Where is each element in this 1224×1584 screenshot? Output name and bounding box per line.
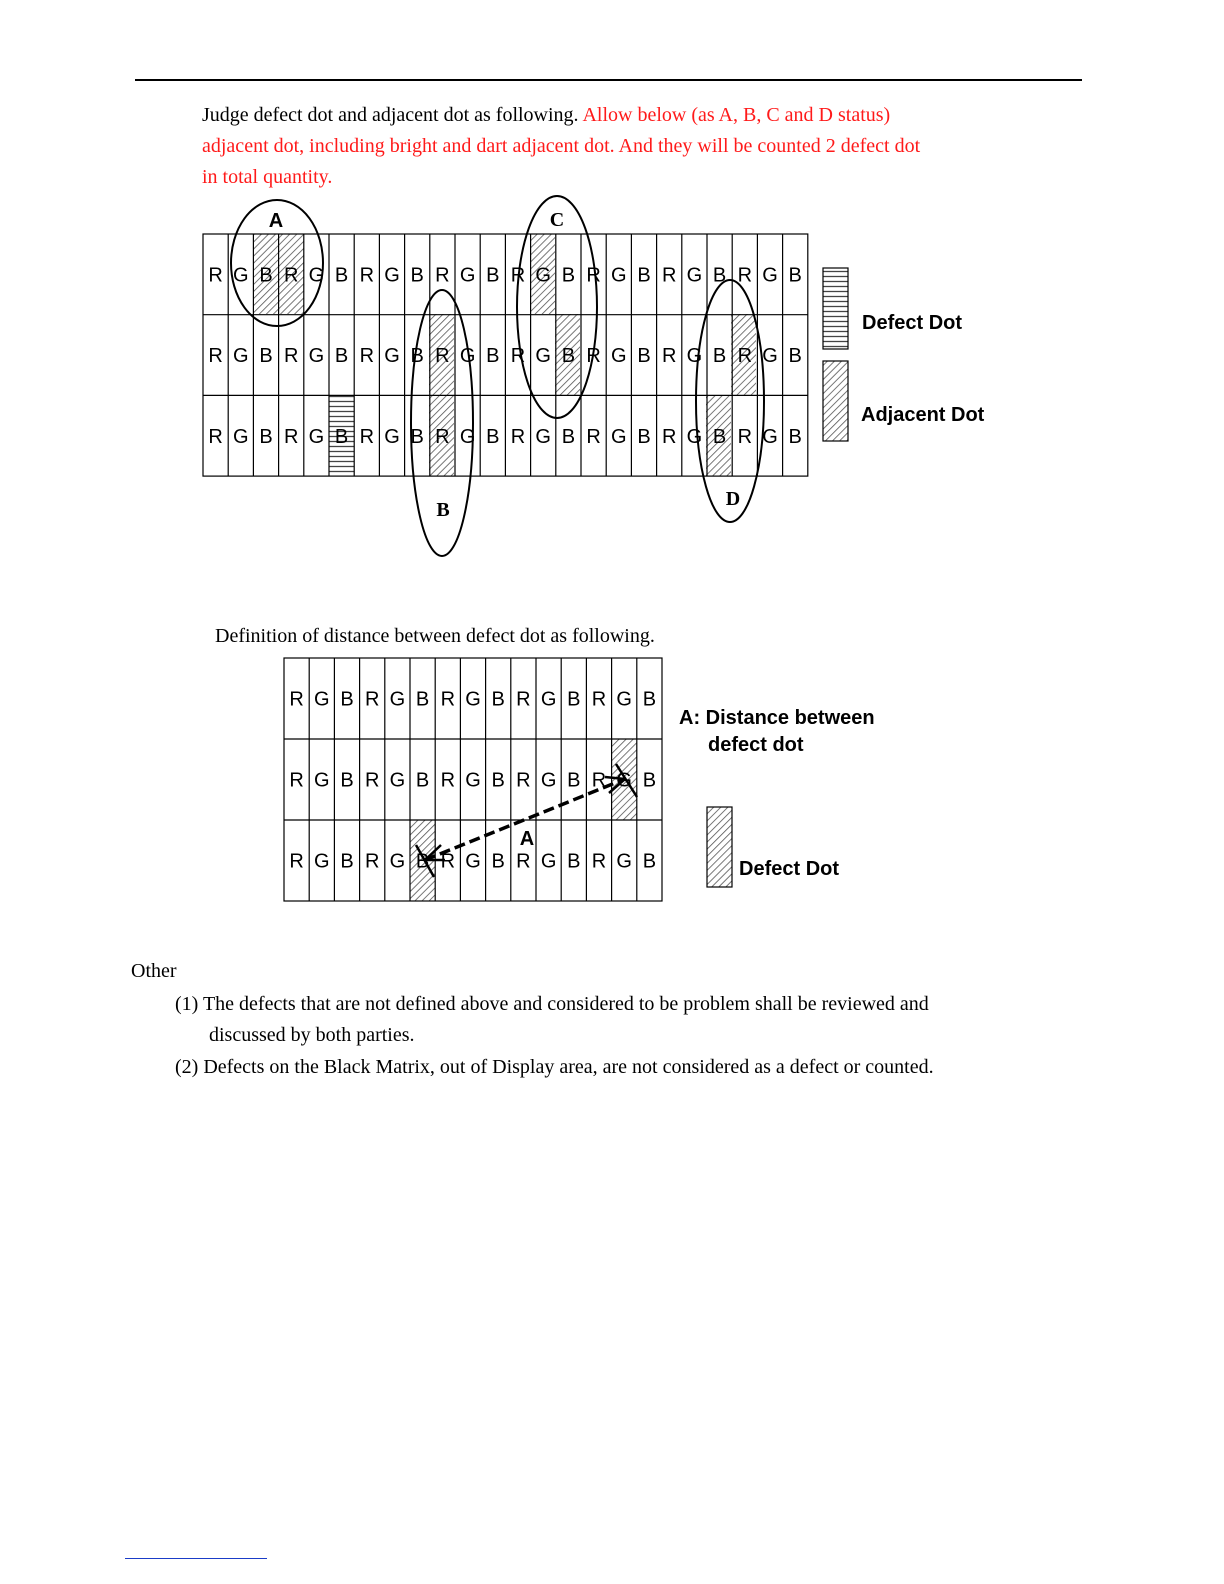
diagram1-cell-letter: R [510,345,526,368]
diagram1-cell-letter: G [459,425,476,448]
label-a: A [268,210,284,232]
other-item-1-cont: discussed by both parties. [209,1024,415,1046]
diagram1-cell-letter: G [611,425,627,448]
diagram1-cell-letter: R [510,264,526,287]
diagram1-cell-letter: B [788,264,802,287]
diagram1-cell-letter: B [259,264,273,287]
diagram2-cell-letter: R [440,688,456,711]
other-heading: Other [131,960,177,982]
legend2-defect-label: Defect Dot [739,858,840,880]
diagram1-cell-letter: B [410,345,424,368]
diagram2-cell-letter: R [440,769,456,792]
diagram1-cell-letter: G [686,345,703,368]
diagram2-cell-letter: G [540,688,557,711]
diagram2-cell-letter: R [364,688,380,711]
diagram1-cell-letter: R [737,425,753,448]
label-c: C [549,209,565,231]
diagram1-cell-letter: B [334,264,349,287]
diagram2-cell-letter: G [314,850,330,873]
diagram2-cell-letter: G [616,769,632,792]
diagram2-cell-letter: G [616,850,632,873]
diagram2-cell-letter: G [389,688,406,711]
diagram1-cell-letter: B [788,425,802,448]
legend-distance-line1: A: Distance between [679,707,875,729]
diagram1-cell-letter: R [208,264,223,287]
diagram1-cell-letter: G [384,345,400,368]
diagram2-cell-letter: R [516,769,531,792]
diagram1-cell-letter: R [208,345,223,368]
diagram2-cell-letter: B [491,769,505,792]
diagram2-cell-letter: G [616,688,632,711]
diagram2-cell-letter: G [465,850,481,873]
diagram1-cell-letter: G [384,425,400,448]
diagram2-cell-letter: R [440,850,456,873]
diagram2-cell-letter: R [591,850,607,873]
diagram2-cell-letter: B [642,688,657,711]
legend-adjacent-swatch [823,361,848,441]
distance-label: A [519,828,535,850]
diagram2-cell-letter: B [642,769,657,792]
diagram1-cell-letter: G [308,345,325,368]
diagram2-cell-letter: B [567,688,581,711]
diagram2-cell-letter: R [289,850,304,873]
diagram1-cell-letter: R [661,345,677,368]
diagram1-cell-letter: R [359,425,375,448]
legend-defect-label: Defect Dot [862,312,963,334]
legend-distance-line2: defect dot [708,734,804,756]
diagram1-cell-letter: G [308,425,325,448]
diagram2-cell-letter: G [465,688,481,711]
diagram1-cell-letter: R [435,425,450,448]
diagram1-ellipses [231,196,764,556]
diagram1-cell-letter: B [637,264,651,287]
diagram1-legend [823,268,985,441]
diagram1-cell-letter: G [611,264,627,287]
diagram2-legend [679,707,875,887]
diagram1-cell-letter: B [788,345,802,368]
diagram1-cell-letter: B [334,345,349,368]
diagram2-cell-letter: R [516,688,531,711]
diagram1-cell-letter: G [535,425,551,448]
legend2-defect-swatch [707,807,732,887]
diagram2-letters [289,689,656,873]
diagram1-cell-letter: G [233,345,249,368]
diagram2-cell-letter: R [289,769,304,792]
diagram1-cell-letter: R [586,425,601,448]
intro-text: Judge defect dot and adjacent dot as following. [202,104,583,126]
diagram2-cell-letter: R [516,850,531,873]
diagram1-cell-letter: B [334,425,349,448]
diagram1-cell-letter: G [535,264,551,287]
diagram1-cell-letter: B [486,264,500,287]
diagram2-cell-letter: R [591,688,607,711]
diagram2-cell-letter: G [540,769,557,792]
intro-red-line2: adjacent dot, including bright and dart adjacent dot. And they will be counted 2 defect dot [202,135,921,157]
diagram1-cell-letter: B [712,425,727,448]
diagram1-cell-letter: R [283,425,299,448]
diagram2-cell-letter: G [389,850,406,873]
diagram1-cell-letter: G [611,345,627,368]
diagram1-cell-letter: G [535,345,551,368]
diagram2-cell-letter: B [415,850,430,873]
other-item-1: (1) The defects that are not defined above and considered to be problem shall be reviewed and [175,993,929,1015]
diagram2-cell-letter: G [540,850,557,873]
diagram2-cell-letter: B [491,688,505,711]
diagram2-cell-letter: B [415,688,430,711]
diagram1-cell-letter: R [435,264,450,287]
diagram1-cell-letter: R [737,264,753,287]
diagram1-cell-letter: G [233,264,249,287]
diagram1-cell-letter: R [359,264,375,287]
diagram2-cell-letter: B [340,850,354,873]
diagram2-cell-letter: R [289,688,304,711]
diagram1-cell-letter: B [486,345,500,368]
diagram2-cell-letter: B [567,769,581,792]
diagram1-cell-letter: G [762,425,778,448]
footer-link-rule [125,1558,267,1559]
distance-diagram [284,658,875,901]
label-b: B [436,499,450,521]
diagram1-cell-letter: G [686,425,703,448]
diagram1-cell-letter: R [661,425,677,448]
diagram2-cell-letter: G [465,769,481,792]
diagram2-cell-letter: G [314,769,330,792]
diagram1-cell-letter: B [410,425,424,448]
diagram1-cell-letter: R [435,345,450,368]
diagram1-cell-letter: R [737,345,753,368]
diagram1-cell-letter: G [308,264,325,287]
diagram1-cell-letter: R [661,264,677,287]
intro-red-line1: Allow below (as A, B, C and D status) [582,104,891,126]
diagram1-cell-letter: R [283,264,299,287]
diagram1-cell-letter: G [762,345,778,368]
diagram2-cell-letter: B [642,850,657,873]
diagram1-cell-letter: R [208,425,223,448]
diagram1-cell-letter: B [712,345,727,368]
diagram1-cell-letter: G [459,345,476,368]
other-item-2: (2) Defects on the Black Matrix, out of Display area, are not considered as a defect or counted. [175,1056,934,1078]
diagram1-cell-letter: R [283,345,299,368]
diagram1-cell-letter: R [510,425,526,448]
diagram1-cell-letter: B [561,264,576,287]
diagram2-cell-letter: R [591,769,607,792]
diagram2-cell-letter: G [389,769,406,792]
diagram1-cell-letter: B [561,425,576,448]
legend-defect-swatch [823,268,848,349]
diagram2-cell-letter: G [314,688,330,711]
diagram2-cell-letter: B [567,850,581,873]
diagram1-cell-letter: B [410,264,424,287]
diagram1-cell-letter: R [359,345,375,368]
diagram1-cell-letter: R [586,345,601,368]
diagram2-cell-letter: B [491,850,505,873]
label-d: D [725,488,741,510]
diagram1-cell-letter: B [637,345,651,368]
diagram1-cell-letter: G [233,425,249,448]
diagram1-cell-letter: B [259,425,273,448]
diagram1-cell-letter: R [586,264,601,287]
distance-title: Definition of distance between defect dot as following. [215,625,655,647]
diagram1-cell-letter: B [561,345,576,368]
diagram2-cell-letter: B [415,769,430,792]
intro-red-line3: in total quantity. [202,166,333,188]
diagram2-cell-letter: R [364,850,380,873]
diagram1-cell-letter: B [486,425,500,448]
adjacent-dot-diagram [203,196,985,556]
diagram1-cell-letter: G [686,264,703,287]
diagram2-cell-letter: B [340,688,354,711]
diagram1-cell-letter: B [637,425,651,448]
diagram2-cell-letter: R [364,769,380,792]
diagram1-cell-letter: G [459,264,476,287]
diagram1-cell-letter: G [384,264,400,287]
diagram1-cell-letter: G [762,264,778,287]
legend-adjacent-label: Adjacent Dot [861,404,985,426]
diagram2-cell-letter: B [340,769,354,792]
diagram1-cell-letter: B [712,264,727,287]
diagram1-cell-letter: B [259,345,273,368]
